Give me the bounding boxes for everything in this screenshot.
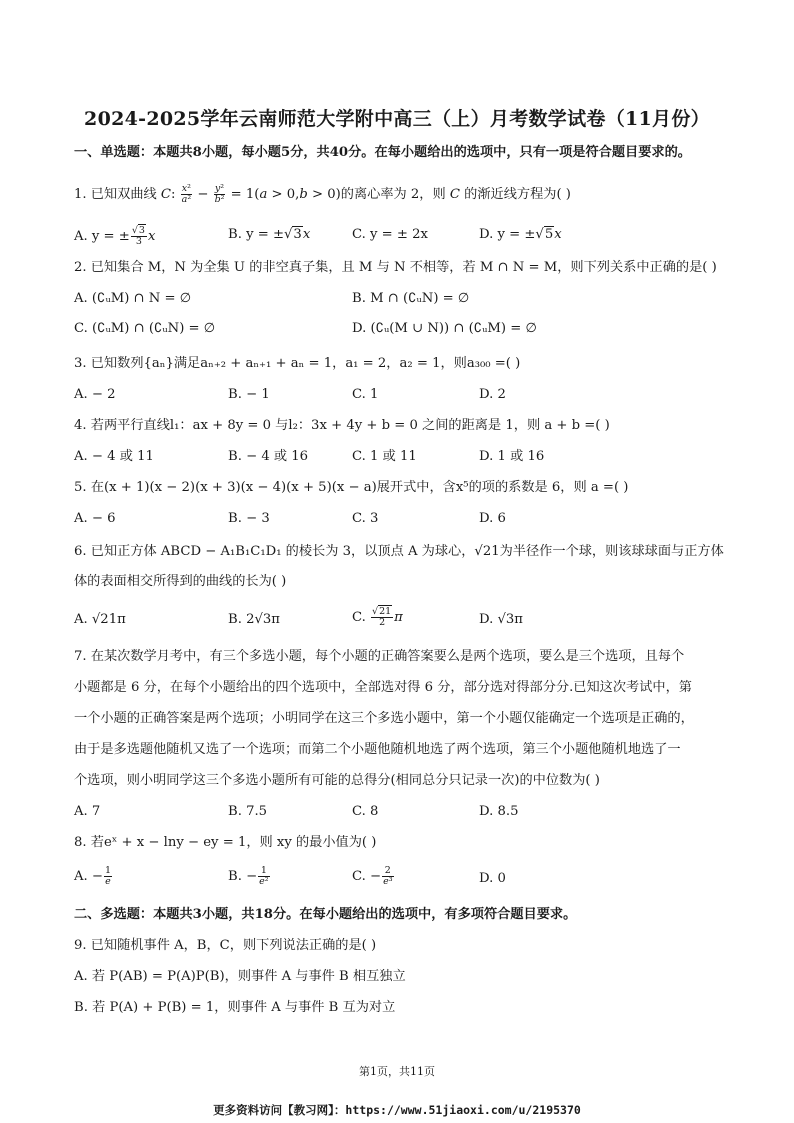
q5-option-a: A. − 6 [74,511,116,526]
q8-option-a: A. − $\frac{1}{e}$ [74,865,112,887]
q7-option-c: C. 8 [352,804,379,819]
question-3: 3. 已知数列{aₙ}满足aₙ₊₂ + aₙ₊₁ + aₙ = 1，a₁ = 2，a₂ = 1，则a₃₀₀ =( ) [74,356,521,371]
question-4: 4. 若两平行直线l₁：ax + 8y = 0 与l₂：3x + 4y + b = 0 之间的距离是 1，则 a + b =( ) [74,418,610,433]
watermark-link[interactable]: 更多资料访问【教习网】：https://www.51jiaoxi.com/u/2195370 [213,1103,581,1117]
q6-option-b: B. 2√3π [228,612,280,627]
q1-option-c: C. y = ± 2x [352,227,428,242]
q1-option-d: D. y = ±√5x [479,227,562,242]
question-7-line-1: 7. 在某次数学月考中，有三个多选小题，每个小题的正确答案要么是两个选项，要么是三个选项，且每个 [74,649,685,664]
q3-option-a: A. − 2 [74,387,116,402]
question-6-line-2: 体的表面相交所得到的曲线的长为( ) [74,574,287,589]
q4-option-a: A. − 4 或 11 [74,449,154,464]
q3-option-d: D. 2 [479,387,506,402]
q9-option-b: B. 若 P(A) + P(B) = 1，则事件 A 与事件 B 互为对立 [74,1000,396,1015]
q1-option-a: A. y = ± $\frac{√3}{3}$ x [74,225,156,247]
q7-option-a: A. 7 [74,804,101,819]
q2-option-b: B. M ∩ (∁ᵤN) = ∅ [352,291,470,306]
q4-option-d: D. 1 或 16 [479,449,545,464]
q2-option-c: C. (∁ᵤM) ∩ (∁ᵤN) = ∅ [74,321,216,336]
q4-option-b: B. − 4 或 16 [228,449,309,464]
q9-option-a: A. 若 P(AB) = P(A)P(B)，则事件 A 与事件 B 相互独立 [74,969,406,984]
section-single-choice: 一、单选题：本题共8小题，每小题5分，共40分。在每小题给出的选项中，只有一项是符合题目要求的。 [74,145,691,160]
question-8: 8. 若eˣ + x − lny − ey = 1，则 xy 的最小值为( ) [74,835,377,850]
q5-option-d: D. 6 [479,511,506,526]
q3-option-b: B. − 1 [228,387,270,402]
q7-option-b: B. 7.5 [228,804,268,819]
question-7-line-3: 一个小题的正确答案是两个选项；小明同学在这三个多选小题中，第一个小题仅能确定一个选项是正确的， [74,711,694,726]
q5-option-c: C. 3 [352,511,379,526]
q2-option-a: A. (∁ᵤM) ∩ N = ∅ [74,291,192,306]
q8-option-b: B. − $\frac{1}{\text{e²}}$ [228,865,269,887]
question-7-line-4: 由于是多选题他随机又选了一个选项；而第二个小题他随机地选了两个选项，第三个小题他随机地选了一 [74,742,681,757]
question-6-line-1: 6. 已知正方体 ABCD − A₁B₁C₁D₁ 的棱长为 3，以顶点 A 为球心，√21为半径作一个球，则该球球面与正方体 [74,544,724,559]
q1-option-b: B. y = ±√3x [228,227,311,242]
q8-option-c: C. − $\frac{2}{\text{e³}}$ [352,865,393,887]
q7-option-d: D. 8.5 [479,804,519,819]
q5-option-b: B. − 3 [228,511,270,526]
exam-title: 2024-2025学年云南师范大学附中高三（上）月考数学试卷（11月份） [84,108,710,130]
question-7-line-2: 小题都是 6 分，在每个小题给出的四个选项中，全部选对得 6 分，部分选对得部分分.已知这次考试中，第 [74,680,692,695]
question-7-line-5: 个选项，则小明同学这三个多选小题所有可能的总得分(相同总分只记录一次)的中位数为( ) [74,773,600,788]
q4-option-c: C. 1 或 11 [352,449,417,464]
question-9: 9. 已知随机事件 A，B，C，则下列说法正确的是( ) [74,938,377,953]
q8-option-d: D. 0 [479,871,506,886]
q6-option-c: C. $\frac{√21}{2}$ π [352,606,403,628]
question-2: 2. 已知集合 M，N 为全集 U 的非空真子集，且 M 与 N 不相等，若 M ∩ N = M，则下列关系中正确的是( ) [74,260,717,275]
page-footer: 第1页，共11页 [359,1065,435,1078]
question-1: 1. 已知双曲线 C: $\frac{\text{x²}}{\text{a²}}$ − $\frac{\text{y²}}{\text{b²}}$ = 1(a > 0,b > 0)的离心率为 2，则 C 的渐近线方程为( ) [74,183,571,205]
q2-option-d: D. (∁ᵤ(M ∪ N)) ∩ (∁ᵤM) = ∅ [352,321,537,336]
section-multiple-choice: 二、多选题：本题共3小题，共18分。在每小题给出的选项中，有多项符合题目要求。 [74,907,577,922]
q6-option-a: A. √21π [74,612,126,627]
q3-option-c: C. 1 [352,387,379,402]
question-5: 5. 在(x + 1)(x − 2)(x + 3)(x − 4)(x + 5)(x − a)展开式中，含x⁵的项的系数是 6，则 a =( ) [74,480,629,495]
q6-option-d: D. √3π [479,612,523,627]
